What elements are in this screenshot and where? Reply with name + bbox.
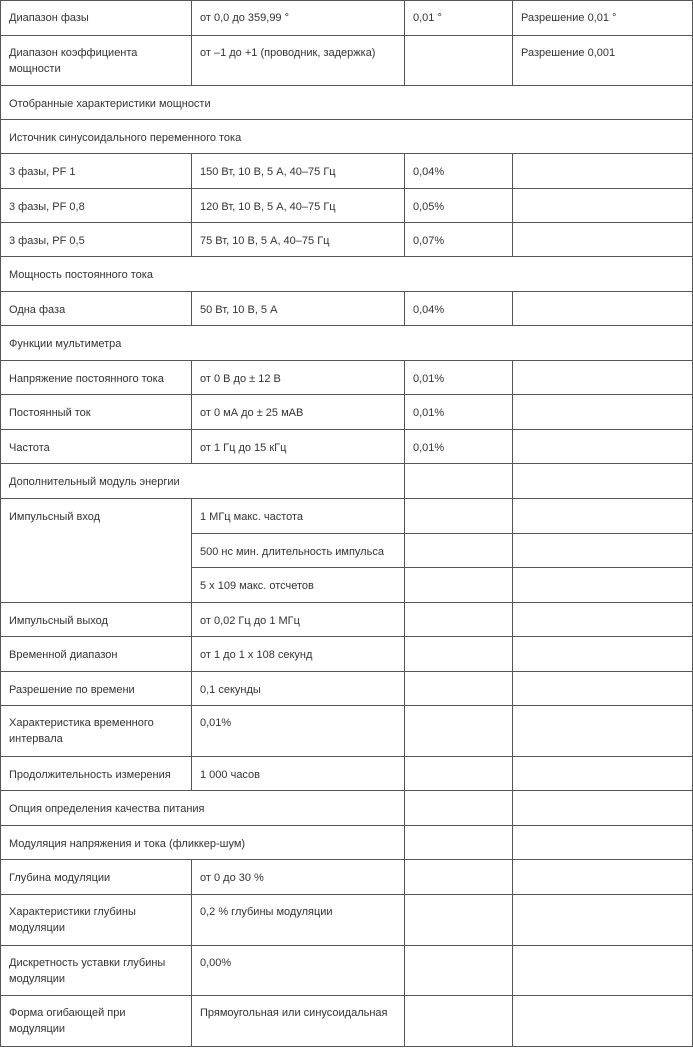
- cell-accuracy: [405, 395, 513, 430]
- cell-param: [1, 1, 192, 36]
- cell-param-text: Импульсный выход: [9, 615, 108, 627]
- cell-value: [192, 996, 405, 1047]
- section-row: [1, 257, 693, 292]
- cell-param: [1, 996, 192, 1047]
- cell-param-text: Дискретность уставки глубины модуляции: [9, 957, 166, 985]
- cell-accuracy: [405, 826, 513, 860]
- table-row: [1, 36, 693, 86]
- cell-param-text: Диапазон фазы: [9, 12, 89, 24]
- cell-accuracy: [405, 499, 513, 534]
- section-row: [1, 326, 693, 361]
- cell-accuracy-text: 0,01%: [413, 407, 445, 419]
- spec-table-body: [1, 1, 693, 1047]
- cell-accuracy-text: 0,04%: [413, 304, 445, 316]
- subsection-heading-text: Опция определения качества питания: [9, 803, 205, 815]
- cell-param: [1, 395, 192, 430]
- subsection-heading: [1, 464, 405, 499]
- cell-note: [513, 395, 693, 430]
- cell-note: [513, 189, 693, 223]
- cell-value: [192, 568, 405, 603]
- cell-value-text: от 1 Гц до 15 кГц: [200, 442, 287, 454]
- cell-note: [513, 791, 693, 826]
- cell-accuracy: [405, 672, 513, 706]
- cell-accuracy: [405, 534, 513, 568]
- cell-accuracy: [405, 603, 513, 637]
- cell-accuracy: [405, 223, 513, 257]
- cell-accuracy: [405, 637, 513, 672]
- cell-value: [192, 757, 405, 791]
- cell-note: [513, 534, 693, 568]
- cell-accuracy: [405, 860, 513, 895]
- cell-value-text: 0,00%: [200, 957, 232, 969]
- cell-note-text: Разрешение 0,001: [521, 47, 616, 59]
- cell-value: [192, 603, 405, 637]
- cell-note: [513, 154, 693, 189]
- table-row: [1, 791, 693, 826]
- cell-note: [513, 706, 693, 757]
- table-row: [1, 706, 693, 757]
- cell-param-text: Форма огибающей при модуляции: [9, 1007, 126, 1035]
- cell-note: [513, 946, 693, 996]
- cell-accuracy: [405, 791, 513, 826]
- cell-note: [513, 603, 693, 637]
- section-heading-text: Мощность постоянного тока: [9, 269, 153, 281]
- cell-value: [192, 154, 405, 189]
- cell-value: [192, 860, 405, 895]
- cell-note: [513, 499, 693, 534]
- cell-note: [513, 36, 693, 86]
- subsection-heading-text: Модуляция напряжения и тока (фликкер-шум): [9, 838, 246, 850]
- cell-param-text: 3 фазы, PF 0,8: [9, 201, 85, 213]
- cell-value-text: от –1 до +1 (проводник, задержка): [200, 47, 376, 59]
- cell-param: [1, 154, 192, 189]
- cell-accuracy: [405, 189, 513, 223]
- cell-value: [192, 946, 405, 996]
- section-heading: [1, 120, 693, 154]
- table-row: [1, 395, 693, 430]
- table-row: [1, 672, 693, 706]
- cell-param-text: 3 фазы, PF 0,5: [9, 235, 85, 247]
- cell-note: [513, 996, 693, 1047]
- cell-value: [192, 672, 405, 706]
- cell-param-text: Одна фаза: [9, 304, 66, 316]
- table-row: [1, 757, 693, 791]
- cell-param: [1, 603, 192, 637]
- cell-param-text: 3 фазы, PF 1: [9, 166, 76, 178]
- cell-param: [1, 36, 192, 86]
- cell-param: [1, 860, 192, 895]
- section-row: [1, 120, 693, 154]
- cell-note: [513, 292, 693, 326]
- cell-value-text: 0,1 секунды: [200, 684, 261, 696]
- cell-accuracy: [405, 361, 513, 395]
- cell-param: [1, 895, 192, 946]
- cell-param: [1, 430, 192, 464]
- table-row: [1, 637, 693, 672]
- cell-accuracy: [405, 464, 513, 499]
- cell-note: [513, 672, 693, 706]
- cell-param: [1, 361, 192, 395]
- table-row: [1, 154, 693, 189]
- section-heading: [1, 326, 693, 361]
- cell-accuracy: [405, 1, 513, 36]
- cell-note: [513, 223, 693, 257]
- cell-value: [192, 189, 405, 223]
- table-row: [1, 499, 693, 534]
- section-heading: [1, 86, 693, 120]
- cell-value-text: 5 x 109 макс. отсчетов: [200, 580, 314, 592]
- cell-param-text: Частота: [9, 442, 50, 454]
- cell-param-text: Диапазон коэффициента мощности: [9, 47, 138, 75]
- cell-accuracy-text: 0,01%: [413, 442, 445, 454]
- cell-accuracy-text: 0,05%: [413, 201, 445, 213]
- cell-value-text: от 0,02 Гц до 1 МГц: [200, 615, 300, 627]
- cell-accuracy: [405, 757, 513, 791]
- cell-accuracy-text: 0,07%: [413, 235, 445, 247]
- cell-accuracy: [405, 292, 513, 326]
- cell-note: [513, 1, 693, 36]
- cell-param: [1, 672, 192, 706]
- cell-value-text: 1 МГц макс. частота: [200, 511, 304, 523]
- cell-accuracy-text: 0,01%: [413, 373, 445, 385]
- table-row: [1, 996, 693, 1047]
- cell-param-text: Импульсный вход: [9, 511, 101, 523]
- cell-value-text: от 0 до 30 %: [200, 872, 264, 884]
- cell-note: [513, 568, 693, 603]
- cell-accuracy: [405, 706, 513, 757]
- cell-param-text: Разрешение по времени: [9, 684, 135, 696]
- table-row: [1, 430, 693, 464]
- cell-note: [513, 757, 693, 791]
- cell-value: [192, 1, 405, 36]
- cell-param: [1, 946, 192, 996]
- cell-param: [1, 637, 192, 672]
- cell-value-text: 500 нс мин. длительность импульса: [200, 546, 384, 558]
- table-row: [1, 189, 693, 223]
- cell-value: [192, 292, 405, 326]
- cell-value: [192, 895, 405, 946]
- cell-value-text: от 0,0 до 359,99 °: [200, 12, 290, 24]
- subsection-heading-text: Дополнительный модуль энергии: [9, 476, 180, 488]
- cell-accuracy: [405, 996, 513, 1047]
- cell-value-text: 1 000 часов: [200, 769, 261, 781]
- cell-value-text: от 1 до 1 x 108 секунд: [200, 649, 313, 661]
- cell-value-text: 75 Вт, 10 В, 5 A, 40–75 Гц: [200, 235, 330, 247]
- subsection-heading: [1, 791, 405, 826]
- cell-value-text: Прямоугольная или синусоидальная: [200, 1007, 388, 1019]
- cell-value-text: 0,01%: [200, 717, 232, 729]
- cell-accuracy-text: 0,01 °: [413, 12, 442, 24]
- cell-param: [1, 189, 192, 223]
- cell-accuracy-text: 0,04%: [413, 166, 445, 178]
- cell-param-text: Характеристики глубины модуляции: [9, 906, 136, 934]
- cell-accuracy: [405, 430, 513, 464]
- cell-value: [192, 361, 405, 395]
- cell-param: [1, 223, 192, 257]
- table-row: [1, 464, 693, 499]
- cell-note: [513, 826, 693, 860]
- cell-param-text: Глубина модуляции: [9, 872, 111, 884]
- table-row: [1, 895, 693, 946]
- table-row: [1, 1, 693, 36]
- cell-note: [513, 637, 693, 672]
- cell-accuracy: [405, 36, 513, 86]
- cell-value: [192, 36, 405, 86]
- table-row: [1, 292, 693, 326]
- section-row: [1, 86, 693, 120]
- section-heading-text: Функции мультиметра: [9, 338, 122, 350]
- cell-value-text: от 0 В до ± 12 В: [200, 373, 281, 385]
- cell-param: [1, 757, 192, 791]
- cell-param: [1, 292, 192, 326]
- section-heading-text: Отобранные характеристики мощности: [9, 98, 211, 110]
- cell-accuracy: [405, 568, 513, 603]
- cell-note: [513, 464, 693, 499]
- cell-value: [192, 534, 405, 568]
- table-row: [1, 860, 693, 895]
- cell-value: [192, 499, 405, 534]
- cell-accuracy: [405, 895, 513, 946]
- table-row: [1, 603, 693, 637]
- table-row: [1, 223, 693, 257]
- table-row: [1, 946, 693, 996]
- cell-value-text: 0,2 % глубины модуляции: [200, 906, 333, 918]
- table-row: [1, 826, 693, 860]
- cell-param: [1, 499, 192, 603]
- cell-param-text: Характеристика временного интервала: [9, 717, 154, 745]
- cell-note: [513, 895, 693, 946]
- cell-param-text: Продолжительность измерения: [9, 769, 171, 781]
- cell-value-text: 120 Вт, 10 В, 5 A, 40–75 Гц: [200, 201, 336, 213]
- cell-value: [192, 430, 405, 464]
- cell-accuracy: [405, 154, 513, 189]
- cell-value-text: 150 Вт, 10 В, 5 A, 40–75 Гц: [200, 166, 336, 178]
- cell-value: [192, 223, 405, 257]
- table-row: [1, 361, 693, 395]
- cell-param-text: Напряжение постоянного тока: [9, 373, 164, 385]
- cell-accuracy: [405, 946, 513, 996]
- cell-param-text: Временной диапазон: [9, 649, 118, 661]
- cell-note-text: Разрешение 0,01 °: [521, 12, 617, 24]
- cell-note: [513, 361, 693, 395]
- cell-value: [192, 395, 405, 430]
- cell-value-text: 50 Вт, 10 В, 5 A: [200, 304, 278, 316]
- subsection-heading: [1, 826, 405, 860]
- cell-value: [192, 706, 405, 757]
- cell-value-text: от 0 мА до ± 25 мАВ: [200, 407, 304, 419]
- section-heading: [1, 257, 693, 292]
- cell-param-text: Постоянный ток: [9, 407, 91, 419]
- section-heading-text: Источник синусоидального переменного тока: [9, 132, 242, 144]
- cell-note: [513, 430, 693, 464]
- cell-note: [513, 860, 693, 895]
- cell-value: [192, 637, 405, 672]
- cell-param: [1, 706, 192, 757]
